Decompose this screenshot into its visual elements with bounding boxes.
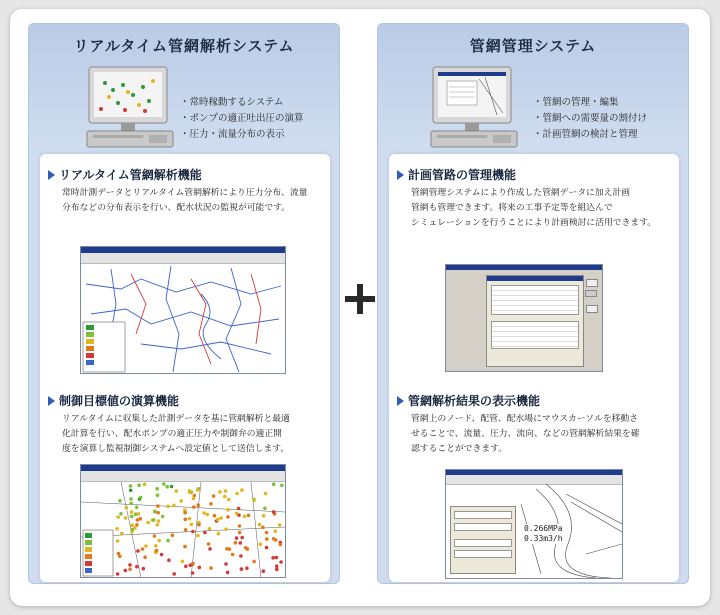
analysis-result-screenshot [445,469,623,579]
planned-pipe-dialog-screenshot [445,264,603,372]
feature-section [48,392,326,457]
triangle-bullet-icon [48,170,55,180]
pipe-detail-list [491,321,579,349]
bullet-item: ・常時稼動するシステム [180,97,284,108]
bullet-item: ・圧力・流量分布の表示 [180,129,285,140]
section-heading: 制御目標値の演算機能 [59,394,180,408]
section-heading: 計画管路の管理機能 [408,168,517,182]
window-toolbar [81,253,285,264]
feature-section [397,166,675,231]
bullet-item: ・ポンプの適正吐出圧の演算 [180,113,304,124]
bullet-item: ・管網への需要量の割付け [533,113,648,124]
node-property-dialog [450,506,516,574]
computer-monitor-icon [427,65,523,155]
section-heading: リアルタイム管網解析機能 [59,168,202,182]
panel-title: リアルタイム管網解析システム [73,37,295,55]
section-heading: 管網解析結果の表示機能 [408,394,541,408]
panel-title: 管網管理システム [469,37,597,55]
flow-value: 0.33m3/h [524,534,563,543]
planned-pipe-list [491,285,579,315]
computer-monitor-icon [83,65,179,155]
result-readout [524,524,563,544]
bullet-item: ・計画管網の検討と管理 [533,129,638,140]
feature-bullets [180,95,304,143]
pressure-map [81,482,285,578]
feature-card [40,154,330,582]
network-management-panel [377,23,689,584]
window-toolbar [81,471,285,482]
feature-bullets [533,95,647,143]
section-description: 管網管理システムにより作成した管網データに加え計画 管網も管理できます。将来の工事予定等を組込んで シミュレーションを行うことにより計画検討に活用できます。 [411,188,657,228]
dialog-button[interactable] [586,305,598,313]
feature-section [48,166,326,216]
dialog-button[interactable] [586,279,598,287]
feature-card [389,154,679,582]
realtime-analysis-panel [28,23,340,584]
section-description: リアルタイムに収集した計測データを基に管網解析と最適 化計算を行い、配水ポンプの適正圧力や制御弁の適正開 度を演算し監視制御システムへ設定値として送信します。 [62,414,290,454]
pressure-distribution-screenshot [80,464,286,578]
bullet-item: ・管網の管理・編集 [533,97,619,108]
feature-section [397,392,675,457]
triangle-bullet-icon [397,396,404,406]
triangle-bullet-icon [397,170,404,180]
triangle-bullet-icon [48,396,55,406]
pipe-network-map [81,264,285,374]
section-description: 常時計測データとリアルタイム管網解析により圧力分布、流量 分布などの分布表示を行い、配水状況の監視が可能です。 [62,188,308,213]
plus-connector-icon [343,282,377,316]
pipe-network-screenshot [80,246,286,374]
pressure-value: 0.266MPa [524,524,563,533]
dialog-window [486,275,584,367]
section-description: 管網上のノード、配管、配水場にマウスカーソルを移動さ せることで、流量、圧力、流向、などの管網解析結果を確 認することができます。 [411,414,640,454]
window-titlebar [446,265,602,270]
